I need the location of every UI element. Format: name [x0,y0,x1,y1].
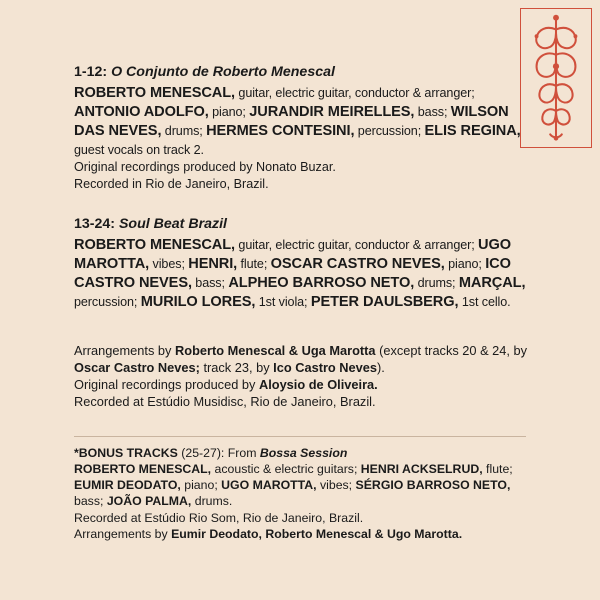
bonus-heading: *BONUS TRACKS (25-27): From Bossa Session [74,445,348,460]
section-1 [74,62,542,192]
bonus-line-2: Arrangements by Eumir Deodato, Roberto Menescal & Ugo Marotta. [74,526,463,541]
divider [74,436,526,437]
section-1-title: O Conjunto de Roberto Menescal [111,64,335,80]
section-2-header [74,214,542,235]
arrangements-line-1: Arrangements by Roberto Menescal & Uga Marotta (except tracks 20 & 24, by Oscar Castro Neves; track 23, by Ico Castro Neves). [74,342,528,375]
section-2 [74,214,542,311]
spacer [74,206,542,214]
arrangements-line-3: Recorded at Estúdio Musidisc, Rio de Janeiro, Brazil. [74,393,376,409]
liner-notes-content [74,62,542,556]
section-1-credits: ROBERTO MENESCAL, guitar, electric guitar, conductor & arranger; ANTONIO ADOLFO, piano; JURANDIR MEIRELLES, bass; WILSON DAS NEVES, drums; HERMES CONTESINI, percussion; ELIS REGINA, guest vocals on track 2. [74,84,521,157]
arrangements-line-2: Original recordings produced by Aloysio de Oliveira. [74,376,378,392]
bonus-tracks-block [74,445,542,542]
section-1-note-2: Recorded in Rio de Janeiro, Brazil. [74,176,269,191]
section-1-range: 1-12: [74,64,108,80]
section-2-range: 13-24: [74,216,116,233]
arrangements-block [74,342,542,410]
section-2-credits: ROBERTO MENESCAL, guitar, electric guitar, conductor & arranger; UGO MAROTTA, vibes; HENRI, flute; OSCAR CASTRO NEVES, piano; ICO CASTRO NEVES, bass; ALPHEO BARROSO NETO, drums; MARÇAL, percussion; MURILO LORES, 1st viola; PETER DAULSBERG, 1st cello. [74,236,526,310]
section-1-header [74,62,542,83]
bonus-credits: ROBERTO MENESCAL, acoustic & electric guitars; HENRI ACKSELRUD, flute; EUMIR DEODATO, piano; UGO MAROTTA, vibes; SÉRGIO BARROSO NETO, bass; JOÃO PALMA, drums. [74,461,513,509]
section-2-title: Soul Beat Brazil [118,216,227,233]
section-1-note-1: Original recordings produced by Nonato Buzar. [74,160,336,175]
spacer [74,326,542,342]
bonus-line-1: Recorded at Estúdio Rio Som, Rio de Janeiro, Brazil. [74,510,364,525]
